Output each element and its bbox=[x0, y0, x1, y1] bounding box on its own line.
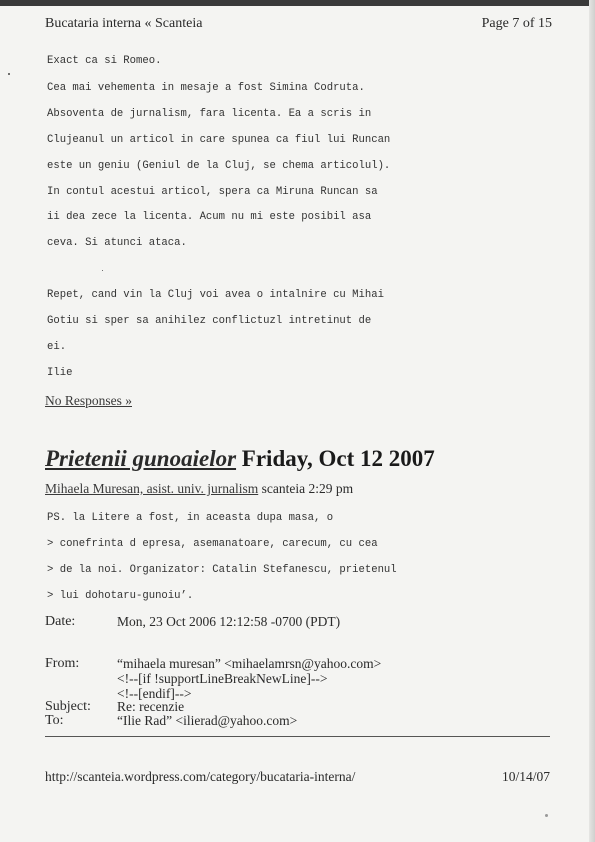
email-line: Cea mai vehementa in mesaje a fost Simina Codruta. bbox=[47, 82, 365, 94]
email-line: Gotiu si sper sa anihilez conflictuzl intretinut de bbox=[47, 315, 372, 327]
date-label: Date: bbox=[45, 614, 76, 629]
scan-speck bbox=[545, 814, 548, 817]
footer-url: http://scanteia.wordpress.com/category/bucataria-interna/ bbox=[45, 769, 356, 784]
email-line: ii dea zece la licenta. Acum nu mi este posibil asa bbox=[47, 211, 372, 223]
email-line: Clujeanul un articol in care spunea ca fiul lui Runcan bbox=[47, 134, 391, 146]
email-line: ei. bbox=[47, 341, 67, 353]
to-label: To: bbox=[45, 713, 64, 728]
page-number: Page 7 of 15 bbox=[481, 16, 552, 31]
email-line: Exact ca si Romeo. bbox=[47, 55, 162, 67]
post-category-time: scanteia 2:29 pm bbox=[261, 481, 354, 496]
quoted-line: PS. la Litere a fost, in aceasta dupa masa, o bbox=[47, 512, 334, 524]
no-responses-link[interactable]: No Responses » bbox=[45, 393, 132, 408]
post-meta bbox=[45, 481, 353, 497]
scan-speck bbox=[8, 73, 10, 75]
to-value: “Ilie Rad” <ilierad@yahoo.com> bbox=[117, 713, 298, 728]
quoted-line: > de la noi. Organizator: Catalin Stefanescu, prietenul bbox=[47, 564, 397, 576]
post-date: Friday, Oct 12 2007 bbox=[241, 446, 435, 471]
email-line: In contul acestui articol, spera ca Miruna Runcan sa bbox=[47, 186, 378, 198]
email-line: ceva. Si atunci ataca. bbox=[47, 237, 187, 249]
date-value: Mon, 23 Oct 2006 12:12:58 -0700 (PDT) bbox=[117, 614, 341, 629]
email-line: este un geniu (Geniul de la Cluj, se chema articolul). bbox=[47, 160, 391, 172]
divider bbox=[45, 736, 550, 737]
page-header-title: Bucataria interna « Scanteia bbox=[45, 16, 203, 31]
scan-edge-right bbox=[589, 0, 595, 842]
author-link[interactable]: Mihaela Muresan, asist. univ. jurnalism bbox=[45, 481, 259, 496]
post-title bbox=[45, 446, 435, 472]
footer-date: 10/14/07 bbox=[501, 769, 550, 784]
quoted-line: > conefrinta d epresa, asemanatoare, carecum, cu cea bbox=[47, 538, 378, 550]
subject-value: Re: recenzie bbox=[117, 699, 185, 714]
scan-speck bbox=[102, 270, 103, 271]
email-signature: Ilie bbox=[47, 367, 73, 379]
from-value: “mihaela muresan” <mihaelamrsn@yahoo.com> bbox=[117, 656, 382, 671]
email-line: Absoventa de jurnalism, fara licenta. Ea a scris in bbox=[47, 108, 372, 120]
scan-edge-top bbox=[0, 0, 595, 6]
quoted-line: > lui dohotaru-gunoiu’. bbox=[47, 590, 194, 602]
from-comment: <!--[endif]--> bbox=[117, 686, 192, 701]
subject-label: Subject: bbox=[45, 699, 91, 714]
from-comment: <!--[if !supportLineBreakNewLine]--> bbox=[117, 671, 328, 686]
post-title-link[interactable]: Prietenii gunoaielor bbox=[45, 446, 237, 471]
from-label: From: bbox=[45, 656, 80, 671]
email-line: Repet, cand vin la Cluj voi avea o intalnire cu Mihai bbox=[47, 289, 384, 301]
